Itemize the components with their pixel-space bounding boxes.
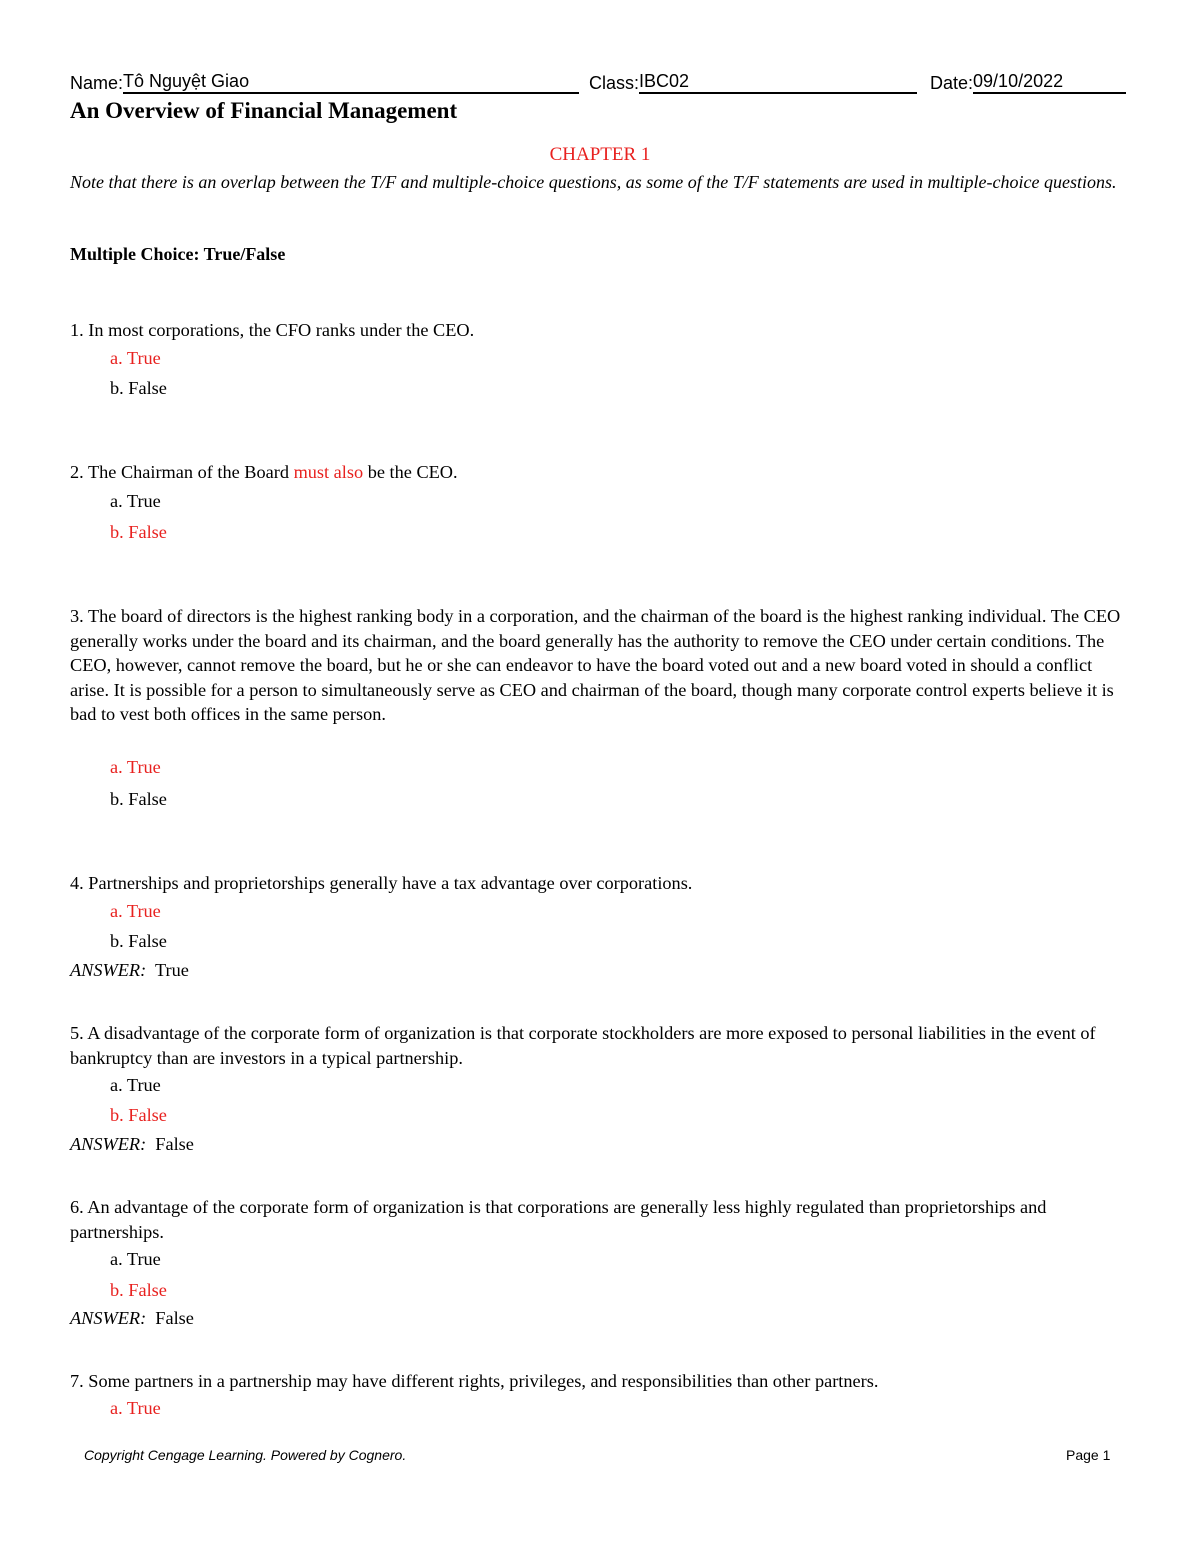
question-4 — [70, 871, 1130, 896]
question-1 — [70, 318, 1130, 343]
copyright-footer: Copyright Cengage Learning. Powered by Cognero. — [84, 1447, 407, 1463]
document-title: An Overview of Financial Management — [70, 98, 458, 123]
question-2-option-b: b. False — [110, 522, 167, 542]
class-field — [589, 70, 917, 94]
chapter-heading: CHAPTER 1 — [549, 144, 651, 165]
question-stem — [70, 460, 1130, 485]
question-6-answer — [70, 1308, 194, 1329]
question-stem: 6. An advantage of the corporate form of organization is that corporations are generally less highly regulated than proprietorships and partnerships. — [70, 1197, 1047, 1242]
question-5-answer — [70, 1134, 194, 1155]
question-1-option-b: b. False — [110, 378, 167, 398]
question-6-option-a: a. True — [110, 1249, 161, 1269]
question-stem: 3. The board of directors is the highest ranking body in a corporation, and the chairman of the board is the highest ranking individual. The CEO generally works under the board and its chairman, and the board generally has the authority to remove the CEO under certain conditions. The CEO, however, cannot remove the board, but he or she can endeavor to have the board voted out and a new board voted in should a conflict arise. It is possible for a person to simultaneously serve as CEO and chairman of the board, though many corporate control experts believe it is bad to vest both offices in the same person. — [70, 606, 1121, 725]
answer-value: False — [155, 1134, 194, 1154]
question-3-option-b: b. False — [110, 789, 167, 809]
question-4-option-b: b. False — [110, 931, 167, 951]
answer-label: ANSWER: — [70, 1308, 147, 1328]
question-5-option-b: b. False — [110, 1105, 167, 1125]
question-stem: 7. Some partners in a partnership may have different rights, privileges, and responsibilities than other partners. — [70, 1371, 879, 1391]
question-4-answer — [70, 960, 189, 981]
document-header — [70, 70, 1130, 96]
question-4-option-a: a. True — [110, 901, 161, 921]
question-stem-part: be the CEO. — [363, 462, 458, 482]
question-1-option-a: a. True — [110, 348, 161, 368]
question-5 — [70, 1021, 1130, 1070]
question-6-option-b: b. False — [110, 1280, 167, 1300]
page-number: Page 1 — [1066, 1447, 1111, 1463]
question-2-option-a: a. True — [110, 491, 161, 511]
question-stem: 4. Partnerships and proprietorships generally have a tax advantage over corporations. — [70, 873, 693, 893]
overlap-note: Note that there is an overlap between the T/F and multiple-choice questions, as some of the T/F statements are used in multiple-choice questions. — [70, 172, 1117, 192]
class-value: IBC02 — [639, 70, 917, 94]
name-value: Tô Nguyệt Giao — [123, 70, 579, 94]
question-7 — [70, 1369, 1130, 1394]
question-3 — [70, 604, 1130, 727]
answer-label: ANSWER: — [70, 1134, 147, 1154]
question-3-option-a: a. True — [110, 757, 161, 777]
question-5-option-a: a. True — [110, 1075, 161, 1095]
answer-value: True — [154, 960, 189, 980]
name-field — [70, 70, 579, 94]
answer-value: False — [155, 1308, 194, 1328]
question-stem-highlight: must also — [293, 462, 364, 482]
date-value: 09/10/2022 — [973, 70, 1126, 94]
question-7-option-a: a. True — [110, 1398, 161, 1418]
class-label: Class: — [589, 73, 640, 93]
section-heading: Multiple Choice: True/False — [70, 244, 286, 264]
name-label: Name: — [70, 73, 124, 93]
question-stem: 1. In most corporations, the CFO ranks under the CEO. — [70, 320, 475, 340]
question-stem: 5. A disadvantage of the corporate form of organization is that corporate stockholders are more exposed to personal liabilities in the event of bankruptcy than are investors in a typical partnership. — [70, 1023, 1096, 1068]
date-field — [930, 70, 1126, 94]
date-label: Date: — [930, 73, 974, 93]
question-6 — [70, 1195, 1130, 1244]
question-stem-part: 2. The Chairman of the Board — [70, 462, 294, 482]
question-2 — [70, 460, 1130, 485]
answer-label: ANSWER: — [70, 960, 147, 980]
